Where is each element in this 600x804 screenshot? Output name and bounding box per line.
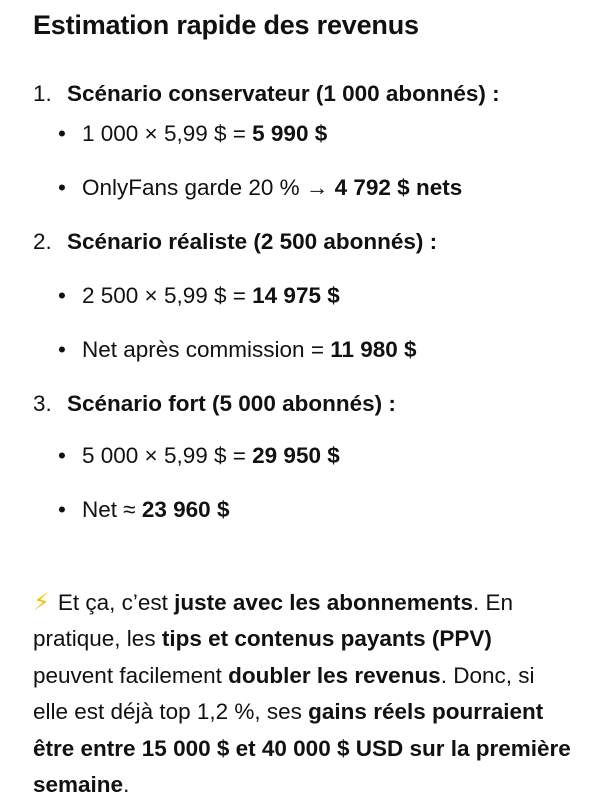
list-number: 2. <box>33 226 67 258</box>
scenario-3-heading <box>33 388 396 420</box>
note-text: Et ça, c’est <box>58 590 174 615</box>
bullet-icon: • <box>58 280 82 312</box>
list-item <box>58 172 462 204</box>
note-text: . <box>123 772 129 797</box>
bullet-icon: • <box>58 334 82 366</box>
scenario-1-heading <box>33 78 500 110</box>
list-number: 3. <box>33 388 67 420</box>
bullet-text: Net ≈ <box>82 497 142 522</box>
bullet-value: 23 960 $ <box>142 497 230 522</box>
list-item <box>58 494 229 526</box>
list-number: 1. <box>33 78 67 110</box>
note-emphasis: tips et contenus payants (PPV) <box>162 626 492 651</box>
scenario-2-heading <box>33 226 437 258</box>
page-title: Estimation rapide des revenus <box>33 6 419 44</box>
bullet-value: 11 980 $ <box>330 337 416 362</box>
note-paragraph <box>33 585 573 804</box>
list-item <box>58 280 340 312</box>
list-item <box>58 334 417 366</box>
note-emphasis: gains réels pourraient être entre 15 000 $ et 40 000 $ USD sur la première semaine <box>33 699 571 797</box>
bullet-text: Net après commission = <box>82 337 330 362</box>
bullet-text: 1 000 × 5,99 $ = <box>82 121 252 146</box>
bullet-text: 5 000 × 5,99 $ = <box>82 443 252 468</box>
scenario-title: Scénario réaliste (2 500 abonnés) : <box>67 229 437 254</box>
scenario-title: Scénario conservateur (1 000 abonnés) : <box>67 81 500 106</box>
lightning-icon: ⚡ <box>33 589 50 616</box>
bullet-icon: • <box>58 440 82 472</box>
scenario-title: Scénario fort (5 000 abonnés) : <box>67 391 396 416</box>
bullet-icon: • <box>58 494 82 526</box>
bullet-value: 4 792 $ nets <box>335 175 463 200</box>
bullet-value: 29 950 $ <box>252 443 340 468</box>
bullet-text: OnlyFans garde 20 % → <box>82 175 335 200</box>
bullet-icon: • <box>58 172 82 204</box>
bullet-icon: • <box>58 118 82 150</box>
note-emphasis: doubler les revenus <box>228 663 441 688</box>
bullet-value: 14 975 $ <box>252 283 340 308</box>
list-item <box>58 118 327 150</box>
note-text: . Donc, si elle est déjà top 1,2 %, ses <box>33 663 534 725</box>
bullet-value: 5 990 $ <box>252 121 327 146</box>
bullet-text: 2 500 × 5,99 $ = <box>82 283 252 308</box>
note-text: . En pratique, les <box>33 590 513 652</box>
note-text: peuvent facilement <box>33 663 228 688</box>
list-item <box>58 440 340 472</box>
note-emphasis: juste avec les abonnements <box>174 590 473 615</box>
